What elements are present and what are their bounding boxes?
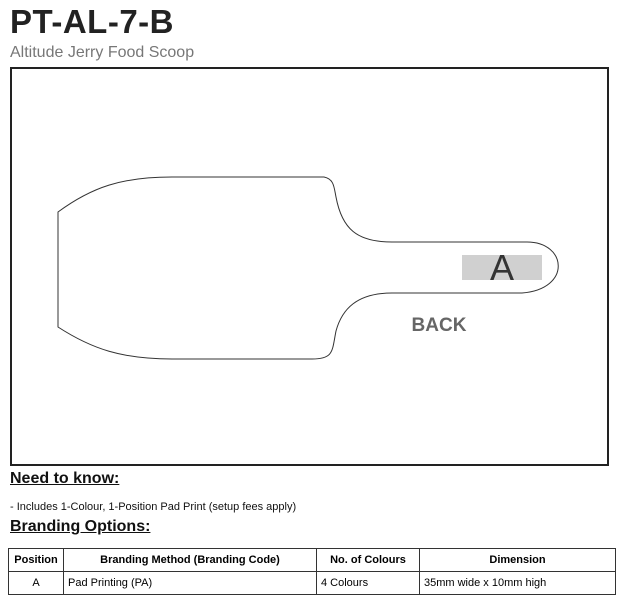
- print-area-a-label: A: [489, 247, 515, 288]
- branding-options-table: [8, 548, 616, 595]
- need-to-know-item: - Includes 1-Colour, 1-Position Pad Print (setup fees apply): [10, 501, 297, 513]
- table-row: [9, 572, 616, 595]
- product-diagram-frame: [10, 67, 609, 466]
- column-header-dimension: Dimension: [420, 549, 616, 572]
- table-header-row: [9, 549, 616, 572]
- cell-method: Pad Printing (PA): [64, 572, 317, 595]
- branding-options-heading: Branding Options:: [10, 518, 151, 535]
- cell-colours: 4 Colours: [317, 572, 420, 595]
- column-header-method: Branding Method (Branding Code): [64, 549, 317, 572]
- need-to-know-heading: Need to know:: [10, 470, 120, 487]
- column-header-colours: No. of Colours: [317, 549, 420, 572]
- cell-position: A: [9, 572, 64, 595]
- scoop-diagram: [12, 69, 607, 464]
- product-name: Altitude Jerry Food Scoop: [10, 44, 195, 61]
- column-header-position: Position: [9, 549, 64, 572]
- view-label: BACK: [411, 315, 467, 336]
- cell-dimension: 35mm wide x 10mm high: [420, 572, 616, 595]
- product-code: PT-AL-7-B: [10, 3, 174, 40]
